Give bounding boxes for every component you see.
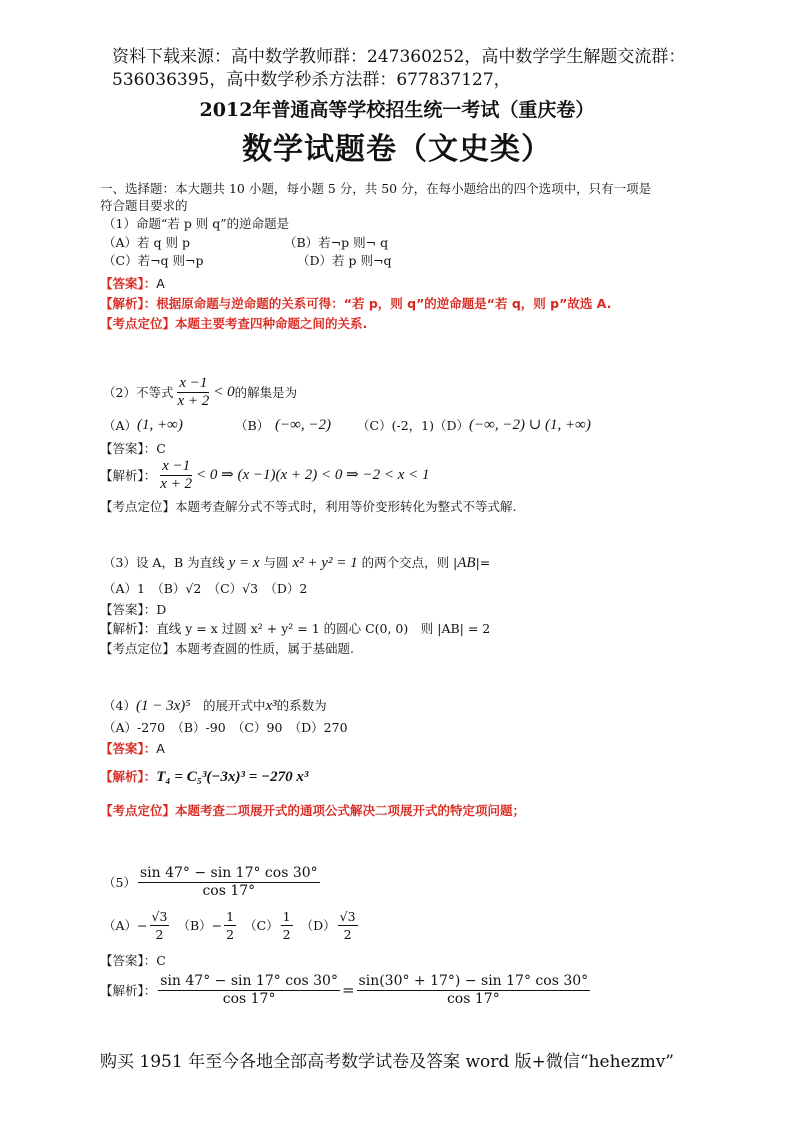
q4-options: （A）-270 （B）-90 （C）90 （D）270 [103, 720, 348, 735]
point-tag: 【考点定位】 [100, 641, 176, 656]
q3-options: （A）1 （B）√2 （C）√3 （D）2 [103, 581, 308, 596]
q1-analysis [100, 293, 611, 312]
q3-stem-b: 与圆 [263, 555, 289, 570]
q1-option-c: （C）若¬q 则¬p [103, 253, 204, 268]
q4-stem [103, 697, 327, 715]
fraction-denominator: 2 [226, 927, 235, 942]
fraction-numerator: 1 [226, 909, 235, 924]
q5-answer [100, 952, 166, 969]
q5-option-a-fraction [150, 908, 170, 943]
fraction-numerator: x −1 [162, 458, 191, 474]
q1-option-b: （B）若¬p 则¬ q [284, 235, 389, 250]
q5-analysis-right-fraction [357, 973, 591, 1008]
exam-subtitle: 数学试题卷（文史类） [242, 132, 552, 167]
point-text: 本题考查二项展开式的通项公式解决二项展开式的特定项问题； [175, 803, 526, 818]
q2-option-a-label: （A） [103, 418, 138, 433]
q5-options [103, 908, 360, 943]
analysis-text: 根据原命题与逆命题的关系可得：“若 p，则 q”的逆命题是“若 q，则 p”故选 A. [156, 296, 612, 311]
fraction-numerator: sin(30° + 17°) − sin 17° cos 30° [358, 973, 589, 989]
q3-stem-c: 的两个交点，则 | [361, 555, 458, 570]
fraction-numerator: sin 47° − sin 17° cos 30° [139, 865, 318, 881]
exam-title: 2012年普通高等学校招生统一考试（重庆卷） [199, 99, 595, 121]
q3-analysis [100, 620, 490, 637]
q3-ab: AB [457, 555, 476, 571]
fraction-numerator: x −1 [179, 375, 208, 391]
q3-stem-a: （3）设 A，B 为直线 [103, 555, 225, 570]
q4-stem-a: （4） [103, 698, 136, 713]
q2-option-cd: （C）(-2，1)（D） [357, 418, 470, 433]
answer-value: A [156, 276, 165, 291]
answer-tag: 【答案】： [100, 953, 157, 968]
q4-answer [100, 738, 165, 757]
q2-tail: 的解集是为 [234, 385, 298, 400]
q5-analysis-left-fraction [158, 973, 340, 1008]
q2-analysis-chain: < 0 ⇒ (x −1)(x + 2) < 0 ⇒ −2 < x < 1 [196, 467, 430, 483]
fraction-denominator: 2 [343, 927, 352, 942]
fraction-denominator: x + 2 [160, 476, 193, 492]
analysis-formula: T₄ = C₅³(−3x)³ = −270 x³ [156, 769, 309, 785]
q5-analysis-equals: = [341, 981, 355, 999]
answer-tag: 【答案】： [100, 276, 157, 291]
analysis-tag: 【解析】： [100, 983, 157, 998]
answer-tag: 【答案】： [100, 602, 157, 617]
q1-option-a: （A）若 q 则 p [103, 235, 190, 250]
q4-expression: (1 − 3x)⁵ [135, 698, 191, 714]
answer-value: A [156, 741, 165, 756]
q2-analysis [100, 458, 430, 493]
fraction-numerator: √3 [151, 909, 168, 924]
q5-option-b-fraction [224, 908, 236, 943]
q1-stem: （1）命题“若 p 则 q”的逆命题是 [103, 216, 290, 231]
q2-option-d: (−∞, −2) ∪ (1, +∞) [469, 417, 591, 433]
section-intro-line1: 一、选择题：本大题共 10 小题，每小题 5 分，共 50 分，在每小题给出的四个选项中，只有一项是 [100, 181, 652, 196]
q5-stem [103, 865, 322, 900]
q2-point [100, 498, 517, 515]
q2-option-b-label: （B） [235, 418, 270, 433]
fraction-numerator: 1 [282, 909, 291, 924]
q5-option-d-fraction [338, 908, 358, 943]
fraction-denominator: x + 2 [177, 393, 210, 409]
q2-analysis-fraction [158, 458, 194, 493]
q5-option-d-label: （D） [300, 918, 336, 933]
q5-option-a-label: （A）− [103, 918, 148, 933]
answer-value: D [156, 602, 167, 617]
answer-value: C [156, 441, 166, 456]
fraction-denominator: 2 [282, 927, 291, 942]
q2-answer [100, 440, 166, 457]
analysis-tag: 【解析】： [100, 468, 157, 483]
q3-stem-d: |= [475, 555, 491, 570]
q2-label: （2）不等式 [103, 385, 174, 400]
q2-option-b: (−∞, −2) [275, 417, 331, 433]
q5-fraction [138, 865, 320, 900]
point-tag: 【考点定位】 [100, 803, 176, 818]
q5-option-c-label: （C） [244, 918, 279, 933]
q4-x3: x³ [265, 698, 277, 714]
q4-stem-b: 的展开式中 [190, 698, 266, 713]
source-header [112, 46, 685, 92]
point-text: 本题考查圆的性质，属于基础题. [175, 641, 354, 656]
source-header-line2: 536036395，高中数学秒杀方法群：677837127， [112, 70, 511, 90]
answer-value: C [156, 953, 166, 968]
q4-stem-c: 的系数为 [276, 698, 327, 713]
q3-stem [103, 554, 490, 572]
fraction-denominator: cos 17° [202, 883, 256, 899]
answer-tag: 【答案】： [100, 441, 157, 456]
q2-option-a: (1, +∞) [137, 417, 183, 433]
q5-analysis [100, 973, 592, 1008]
analysis-text: 直线 y = x 过圆 x² + y² = 1 的圆心 C(0, 0) 则 |AB| = 2 [156, 621, 491, 636]
section-intro-line2: 符合题目要求的 [100, 198, 188, 213]
source-header-line1: 资料下载来源：高中数学教师群：247360252，高中数学学生解题交流群： [112, 47, 686, 67]
q3-answer [100, 601, 166, 618]
q4-analysis [100, 766, 308, 786]
q3-circle-eq: x² + y² = 1 [292, 555, 358, 571]
analysis-tag: 【解析】： [100, 621, 157, 636]
q3-point [100, 640, 354, 657]
q2-relation: < 0 [213, 384, 235, 400]
q2-options [103, 417, 591, 434]
q5-option-c-fraction [281, 908, 293, 943]
point-text: 本题主要考查四种命题之间的关系. [175, 316, 368, 331]
q5-label: （5） [103, 875, 136, 890]
q5-option-b-label: （B）− [177, 918, 223, 933]
q1-option-d: （D）若 p 则¬q [297, 253, 392, 268]
q2-stem [103, 375, 297, 410]
q1-answer [100, 273, 165, 292]
answer-tag: 【答案】： [100, 741, 157, 756]
q1-point [100, 313, 367, 332]
fraction-numerator: sin 47° − sin 17° cos 30° [160, 973, 338, 989]
q3-line-eq: y = x [228, 555, 260, 571]
analysis-tag: 【解析】： [100, 296, 157, 311]
footer-ad: 购买 1951 年至今各地全部高考数学试卷及答案 word 版+微信“hehezmv” [100, 1052, 674, 1072]
point-text: 本题考查解分式不等式时，利用等价变形转化为整式不等式解. [175, 499, 517, 514]
q4-point [100, 800, 525, 819]
point-tag: 【考点定位】 [100, 499, 176, 514]
point-tag: 【考点定位】 [100, 316, 176, 331]
fraction-denominator: cos 17° [222, 991, 276, 1007]
fraction-denominator: 2 [155, 927, 164, 942]
fraction-numerator: √3 [339, 909, 356, 924]
q2-fraction [175, 375, 211, 410]
fraction-denominator: cos 17° [446, 991, 500, 1007]
analysis-tag: 【解析】： [100, 769, 157, 784]
